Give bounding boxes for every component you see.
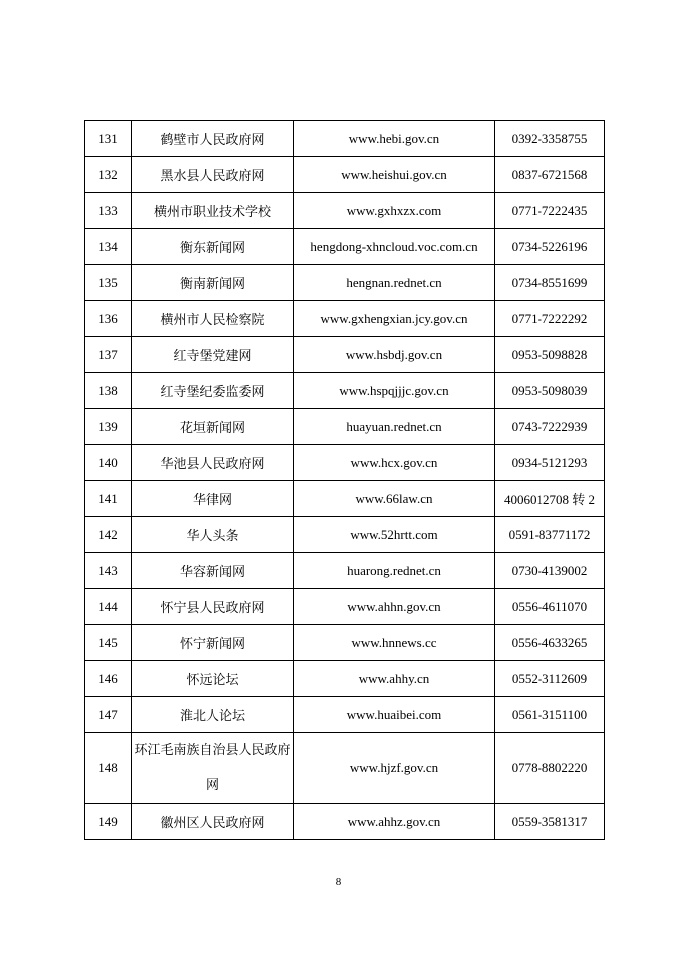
site-url: huayuan.rednet.cn bbox=[294, 409, 495, 445]
site-name: 红寺堡纪委监委网 bbox=[132, 373, 294, 409]
contact-phone: 0392-3358755 bbox=[495, 121, 605, 157]
table-row bbox=[85, 229, 605, 265]
row-number: 148 bbox=[85, 733, 132, 804]
contact-phone: 0556-4611070 bbox=[495, 589, 605, 625]
site-name: 环江毛南族自治县人民政府网 bbox=[132, 733, 294, 804]
contact-phone: 0556-4633265 bbox=[495, 625, 605, 661]
table-row bbox=[85, 589, 605, 625]
site-name: 怀宁新闻网 bbox=[132, 625, 294, 661]
site-url: www.gxhengxian.jcy.gov.cn bbox=[294, 301, 495, 337]
table-row bbox=[85, 661, 605, 697]
contact-phone: 0934-5121293 bbox=[495, 445, 605, 481]
row-number: 138 bbox=[85, 373, 132, 409]
table-row bbox=[85, 733, 605, 804]
contact-phone: 0778-8802220 bbox=[495, 733, 605, 804]
site-name: 华池县人民政府网 bbox=[132, 445, 294, 481]
table-row bbox=[85, 373, 605, 409]
site-name: 衡南新闻网 bbox=[132, 265, 294, 301]
site-name: 徽州区人民政府网 bbox=[132, 804, 294, 840]
contact-phone: 0953-5098039 bbox=[495, 373, 605, 409]
row-number: 133 bbox=[85, 193, 132, 229]
contact-phone: 0561-3151100 bbox=[495, 697, 605, 733]
contact-phone: 0734-5226196 bbox=[495, 229, 605, 265]
page-number: 8 bbox=[335, 876, 342, 888]
table-row bbox=[85, 625, 605, 661]
site-url: www.hsbdj.gov.cn bbox=[294, 337, 495, 373]
site-name: 华容新闻网 bbox=[132, 553, 294, 589]
website-table-body bbox=[85, 121, 605, 840]
contact-phone: 0743-7222939 bbox=[495, 409, 605, 445]
row-number: 143 bbox=[85, 553, 132, 589]
site-url: www.huaibei.com bbox=[294, 697, 495, 733]
row-number: 141 bbox=[85, 481, 132, 517]
table-row bbox=[85, 121, 605, 157]
contact-phone: 0591-83771172 bbox=[495, 517, 605, 553]
site-name: 黑水县人民政府网 bbox=[132, 157, 294, 193]
contact-phone: 0771-7222435 bbox=[495, 193, 605, 229]
contact-phone: 0730-4139002 bbox=[495, 553, 605, 589]
contact-phone: 4006012708 转 2 bbox=[495, 481, 605, 517]
site-name: 衡东新闻网 bbox=[132, 229, 294, 265]
table-row bbox=[85, 804, 605, 840]
site-url: www.52hrtt.com bbox=[294, 517, 495, 553]
site-url: huarong.rednet.cn bbox=[294, 553, 495, 589]
row-number: 137 bbox=[85, 337, 132, 373]
row-number: 144 bbox=[85, 589, 132, 625]
website-table bbox=[84, 120, 605, 840]
row-number: 140 bbox=[85, 445, 132, 481]
contact-phone: 0837-6721568 bbox=[495, 157, 605, 193]
row-number: 136 bbox=[85, 301, 132, 337]
table-row bbox=[85, 697, 605, 733]
row-number: 139 bbox=[85, 409, 132, 445]
site-url: www.hebi.gov.cn bbox=[294, 121, 495, 157]
contact-phone: 0559-3581317 bbox=[495, 804, 605, 840]
contact-phone: 0953-5098828 bbox=[495, 337, 605, 373]
site-url: www.heishui.gov.cn bbox=[294, 157, 495, 193]
row-number: 149 bbox=[85, 804, 132, 840]
contact-phone: 0734-8551699 bbox=[495, 265, 605, 301]
row-number: 134 bbox=[85, 229, 132, 265]
table-row bbox=[85, 193, 605, 229]
table-row bbox=[85, 553, 605, 589]
site-url: www.gxhxzx.com bbox=[294, 193, 495, 229]
table-row bbox=[85, 517, 605, 553]
site-url: www.ahhz.gov.cn bbox=[294, 804, 495, 840]
table-row bbox=[85, 481, 605, 517]
site-name: 鹤壁市人民政府网 bbox=[132, 121, 294, 157]
row-number: 131 bbox=[85, 121, 132, 157]
table-row bbox=[85, 157, 605, 193]
site-url: www.hcx.gov.cn bbox=[294, 445, 495, 481]
site-name: 怀宁县人民政府网 bbox=[132, 589, 294, 625]
site-name: 花垣新闻网 bbox=[132, 409, 294, 445]
row-number: 142 bbox=[85, 517, 132, 553]
table-row bbox=[85, 265, 605, 301]
site-name: 淮北人论坛 bbox=[132, 697, 294, 733]
row-number: 147 bbox=[85, 697, 132, 733]
row-number: 146 bbox=[85, 661, 132, 697]
site-name: 横州市人民检察院 bbox=[132, 301, 294, 337]
table-row bbox=[85, 409, 605, 445]
site-url: www.hspqjjjc.gov.cn bbox=[294, 373, 495, 409]
site-name: 怀远论坛 bbox=[132, 661, 294, 697]
site-url: hengdong-xhncloud.voc.com.cn bbox=[294, 229, 495, 265]
contact-phone: 0552-3112609 bbox=[495, 661, 605, 697]
site-name: 红寺堡党建网 bbox=[132, 337, 294, 373]
row-number: 145 bbox=[85, 625, 132, 661]
site-name: 华人头条 bbox=[132, 517, 294, 553]
site-url: www.hjzf.gov.cn bbox=[294, 733, 495, 804]
contact-phone: 0771-7222292 bbox=[495, 301, 605, 337]
row-number: 132 bbox=[85, 157, 132, 193]
table-row bbox=[85, 337, 605, 373]
site-name: 华律网 bbox=[132, 481, 294, 517]
site-name: 横州市职业技术学校 bbox=[132, 193, 294, 229]
site-url: www.ahhn.gov.cn bbox=[294, 589, 495, 625]
table-row bbox=[85, 301, 605, 337]
site-url: www.hnnews.cc bbox=[294, 625, 495, 661]
site-url: hengnan.rednet.cn bbox=[294, 265, 495, 301]
row-number: 135 bbox=[85, 265, 132, 301]
table-row bbox=[85, 445, 605, 481]
site-url: www.66law.cn bbox=[294, 481, 495, 517]
site-url: www.ahhy.cn bbox=[294, 661, 495, 697]
